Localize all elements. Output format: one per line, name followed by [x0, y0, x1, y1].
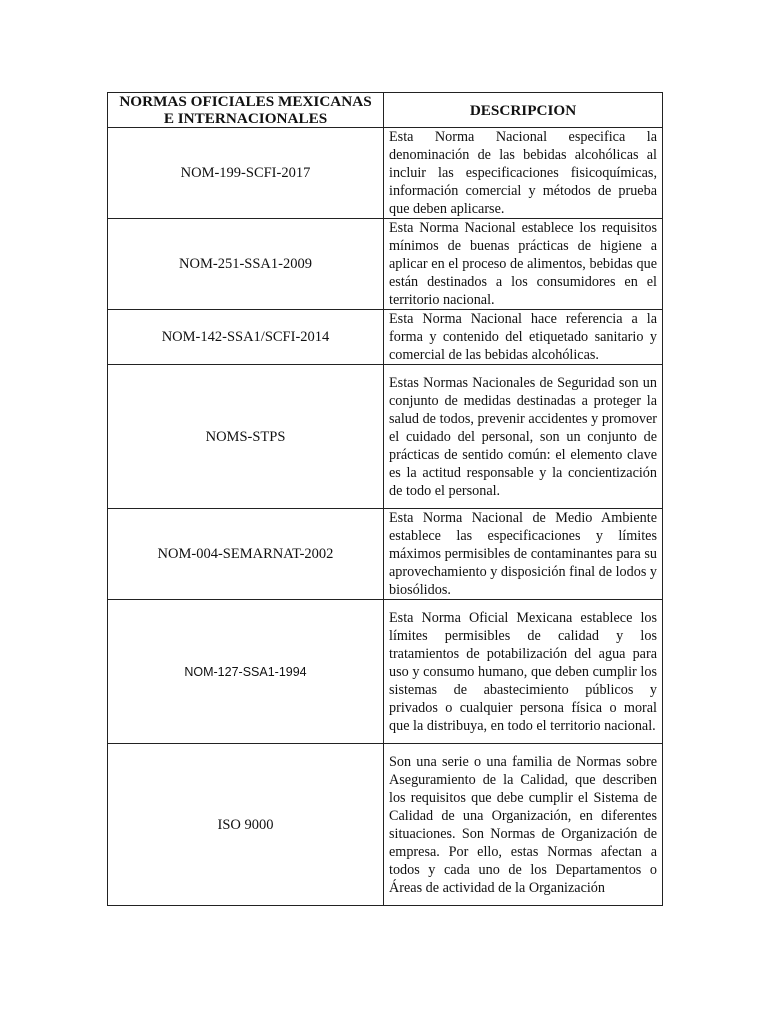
table-row: [108, 365, 663, 509]
table-row: [108, 600, 663, 744]
norma-description: Esta Norma Nacional hace referencia a la forma y contenido del etiquetado sanitario y comercial de las bebidas alcohólicas.: [384, 310, 663, 365]
norma-description: Esta Norma Nacional de Medio Ambiente establece las especificaciones y límites máximos permisibles de contaminantes para su aprovechamiento y disposición final de lodos y biosólidos.: [384, 509, 663, 600]
norma-description: Esta Norma Nacional establece los requisitos mínimos de buenas prácticas de higiene a aplicar en el proceso de alimentos, bebidas que están destinados a los consumidores en el territorio nacional.: [384, 219, 663, 310]
header-descripcion: DESCRIPCION: [384, 93, 663, 128]
table-header-row: [108, 93, 663, 128]
norma-code: NOM-142-SSA1/SCFI-2014: [108, 310, 384, 365]
norma-code: NOM-004-SEMARNAT-2002: [108, 509, 384, 600]
normas-table: [107, 92, 663, 906]
norma-code: NOM-127-SSA1-1994: [108, 600, 384, 744]
norma-code: NOMS-STPS: [108, 365, 384, 509]
table-row: [108, 128, 663, 219]
table-row: [108, 310, 663, 365]
norma-description: Son una serie o una familia de Normas sobre Aseguramiento de la Calidad, que describen los requisitos que debe cumplir el Sistema de Calidad de una Organización, en diferentes situaciones. Son Normas de Organización de empresa. Por ello, estas Normas afectan a todos y cada uno de los Departamentos o Áreas de actividad de la Organización: [384, 744, 663, 906]
norma-code: NOM-251-SSA1-2009: [108, 219, 384, 310]
table-row: [108, 219, 663, 310]
table-row: [108, 744, 663, 906]
norma-description: Estas Normas Nacionales de Seguridad son un conjunto de medidas destinadas a proteger la salud de todos, prevenir accidentes y promover el cuidado del personal, son un conjunto de prácticas de sentido común: el elemento clave es la actitud responsable y la concientización de todo el personal.: [384, 365, 663, 509]
header-normas: NORMAS OFICIALES MEXICANAS E INTERNACIONALES: [108, 93, 384, 128]
table-row: [108, 509, 663, 600]
norma-description: Esta Norma Nacional especifica la denominación de las bebidas alcohólicas al incluir las especificaciones fisicoquímicas, información comercial y métodos de prueba que deben aplicarse.: [384, 128, 663, 219]
norma-code: NOM-199-SCFI-2017: [108, 128, 384, 219]
norma-description: Esta Norma Oficial Mexicana establece los límites permisibles de calidad y los tratamientos de potabilización del agua para uso y consumo humano, que deben cumplir los sistemas de abastecimiento públicos y privados o cualquier persona física o moral que la distribuya, en todo el territorio nacional.: [384, 600, 663, 744]
norma-code: ISO 9000: [108, 744, 384, 906]
